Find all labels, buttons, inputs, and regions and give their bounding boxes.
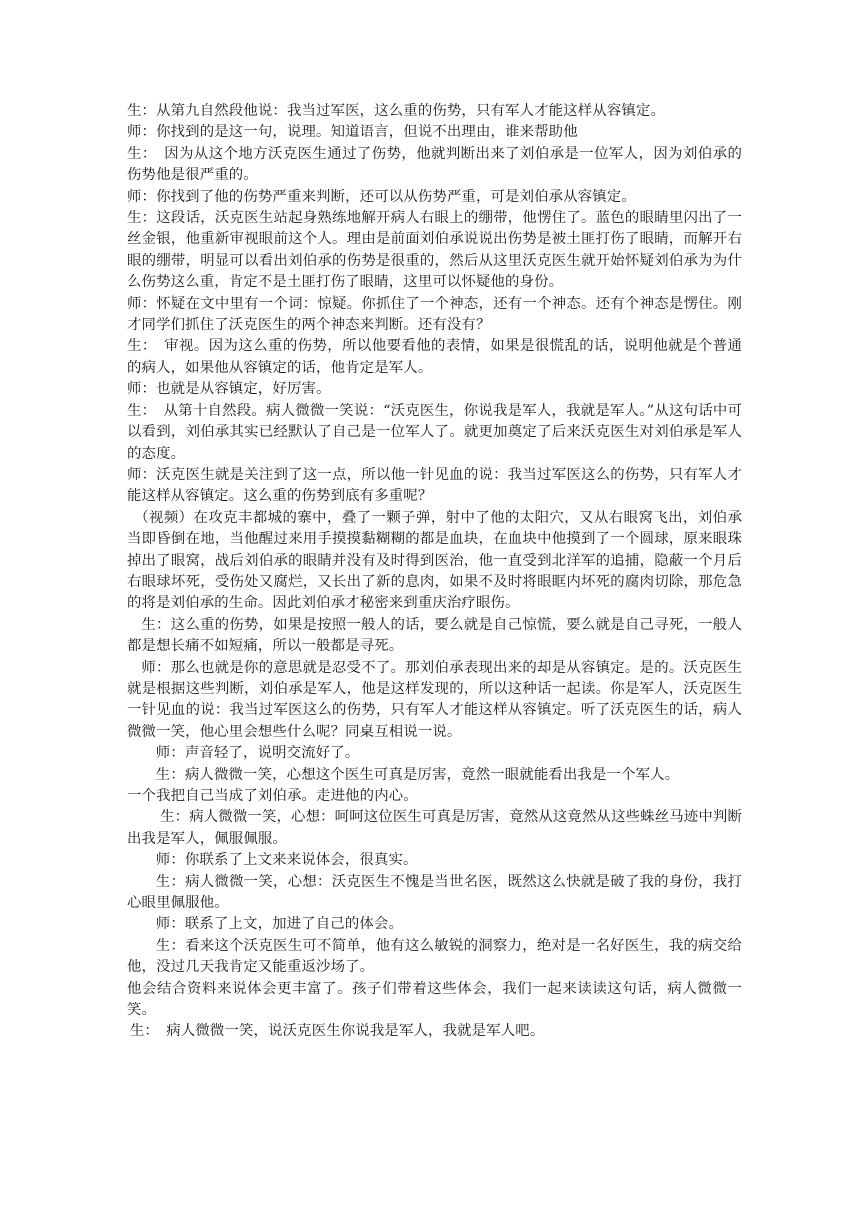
paragraph-6: 师：怀疑在文中里有一个词：惊疑。你抓住了一个神态，还有一个神态。还有个神态是愣住。刚才同学们抓住了沃克医生的两个神态来判断。还有没有？ [127,295,742,334]
paragraph-23: 生： 病人微微一笑，说沃克医生你说我是军人，我就是军人吧。 [129,1023,545,1040]
paragraph-12: 生：这么重的伤势，如果是按照一般人的话，要么就是自己惊慌，要么就是自己寻死，一般人都是想长痛不如短痛，所以一般都是寻死。 [127,616,742,655]
paragraph-11: （视频）在攻克丰都城的寨中，叠了一颗子弹，射中了他的太阳穴，又从右眼窝飞出，刘伯承当即昏倒在地，当他醒过来用手摸摸黏糊糊的都是血块，在血块中他摸到了一个圆球，原来眼珠掉出了眼窝，战后刘伯承的眼睛并没有及时得到医治，他一直受到北洋军的追捕，隐蔽一个月后右眼球坏死，受伤处又腐烂，又长出了新的息肉，如果不及时将眼眶内坏死的腐肉切除，那危急的将是刘伯承的生命。因此刘伯承才秘密来到重庆治疗眼伤。 [127,509,742,612]
paragraph-19: 生：病人微微一笑，心想：沃克医生不愧是当世名医，既然这么快就是破了我的身份，我打心眼里佩服他。 [127,873,742,912]
paragraph-9: 生： 从第十自然段。病人微微一笑说：“沃克医生，你说我是军人，我就是军人。”从这句话中可以看到，刘伯承其实已经默认了自己是一位军人了。就更加奠定了后来沃克医生对刘伯承是军人的态度。 [127,402,742,462]
document-body [127,101,742,1043]
paragraph-4: 师：你找到了他的伤势严重来判断，还可以从伤势严重，可是刘伯承从容镇定。 [127,188,636,205]
paragraph-17: 生：病人微微一笑，心想：呵呵这位医生可真是厉害，竟然从这竟然从这些蛛丝马迹中判断出我是军人，佩服佩服。 [127,809,742,847]
paragraph-2: 师：你找到的是这一句，说理。知道语言，但说不出理由，谁来帮助他 [127,124,578,141]
paragraph-10: 师：沃克医生就是关注到了这一点，所以他一针见血的说：我当过军医这么的伤势，只有军人才能这样从容镇定。这么重的伤势到底有多重呢？ [127,466,742,505]
paragraph-13: 师：那么也就是你的意思就是忍受不了。那刘伯承表现出来的却是从容镇定。是的。沃克医生就是根据这些判断，刘伯承是军人，他是这样发现的，所以这种话一起读。你是军人，沃克医生一针见血的说：我当过军医这么的伤势，只有军人才能这样从容镇定。听了沃克医生的话，病人微微一笑，他心里会想些什么呢？同桌互相说一说。 [127,659,742,740]
paragraph-20: 师：联系了上文，加进了自己的体会。 [155,916,403,933]
paragraph-22: 他会结合资料来说体会更丰富了。孩子们带着这些体会，我们一起来读读这句话，病人微微一笑。 [127,980,742,1019]
paragraph-16: 一个我把自己当成了刘伯承。走进他的内心。 [127,788,418,804]
paragraph-21: 生：看来这个沃克医生可不简单，他有这么敏锐的洞察力，绝对是一名好医生，我的病交给他，没过几天我肯定又能重返沙场了。 [127,937,742,976]
paragraph-18: 师：你联系了上文来来说体会，很真实。 [155,852,418,869]
paragraph-5: 生：这段话，沃克医生站起身熟练地解开病人右眼上的绷带，他愣住了。蓝色的眼睛里闪出了一丝金银，他重新审视眼前这个人。理由是前面刘伯承说说出伤势是被土匪打伤了眼睛，而解开右眼的绷带，明显可以看出刘伯承的伤势是很重的，然后从这里沃克医生就开始怀疑刘伯承为为什么伤势这么重，肯定不是土匪打伤了眼睛，这里可以怀疑他的身份。 [127,210,742,291]
paragraph-8: 师：也就是从容镇定，好厉害。 [127,381,331,398]
paragraph-15: 生：病人微微一笑，心想这个医生可真是厉害，竟然一眼就能看出我是一个军人。 [155,766,680,783]
paragraph-3: 生： 因为从这个地方沃克医生通过了伤势，他就判断出来了刘伯承是一位军人，因为刘伯承的伤势他是很严重的。 [127,145,742,184]
paragraph-14: 师：声音轻了，说明交流好了。 [155,745,360,762]
paragraph-1: 生：从第九自然段他说：我当过军医，这么重的伤势，只有军人才能这样从容镇定。 [127,103,666,119]
paragraph-7: 生： 审视。因为这么重的伤势，所以他要看他的表情，如果是很慌乱的话，说明他就是个普通的病人，如果他从容镇定的话，他肯定是军人。 [127,338,742,376]
